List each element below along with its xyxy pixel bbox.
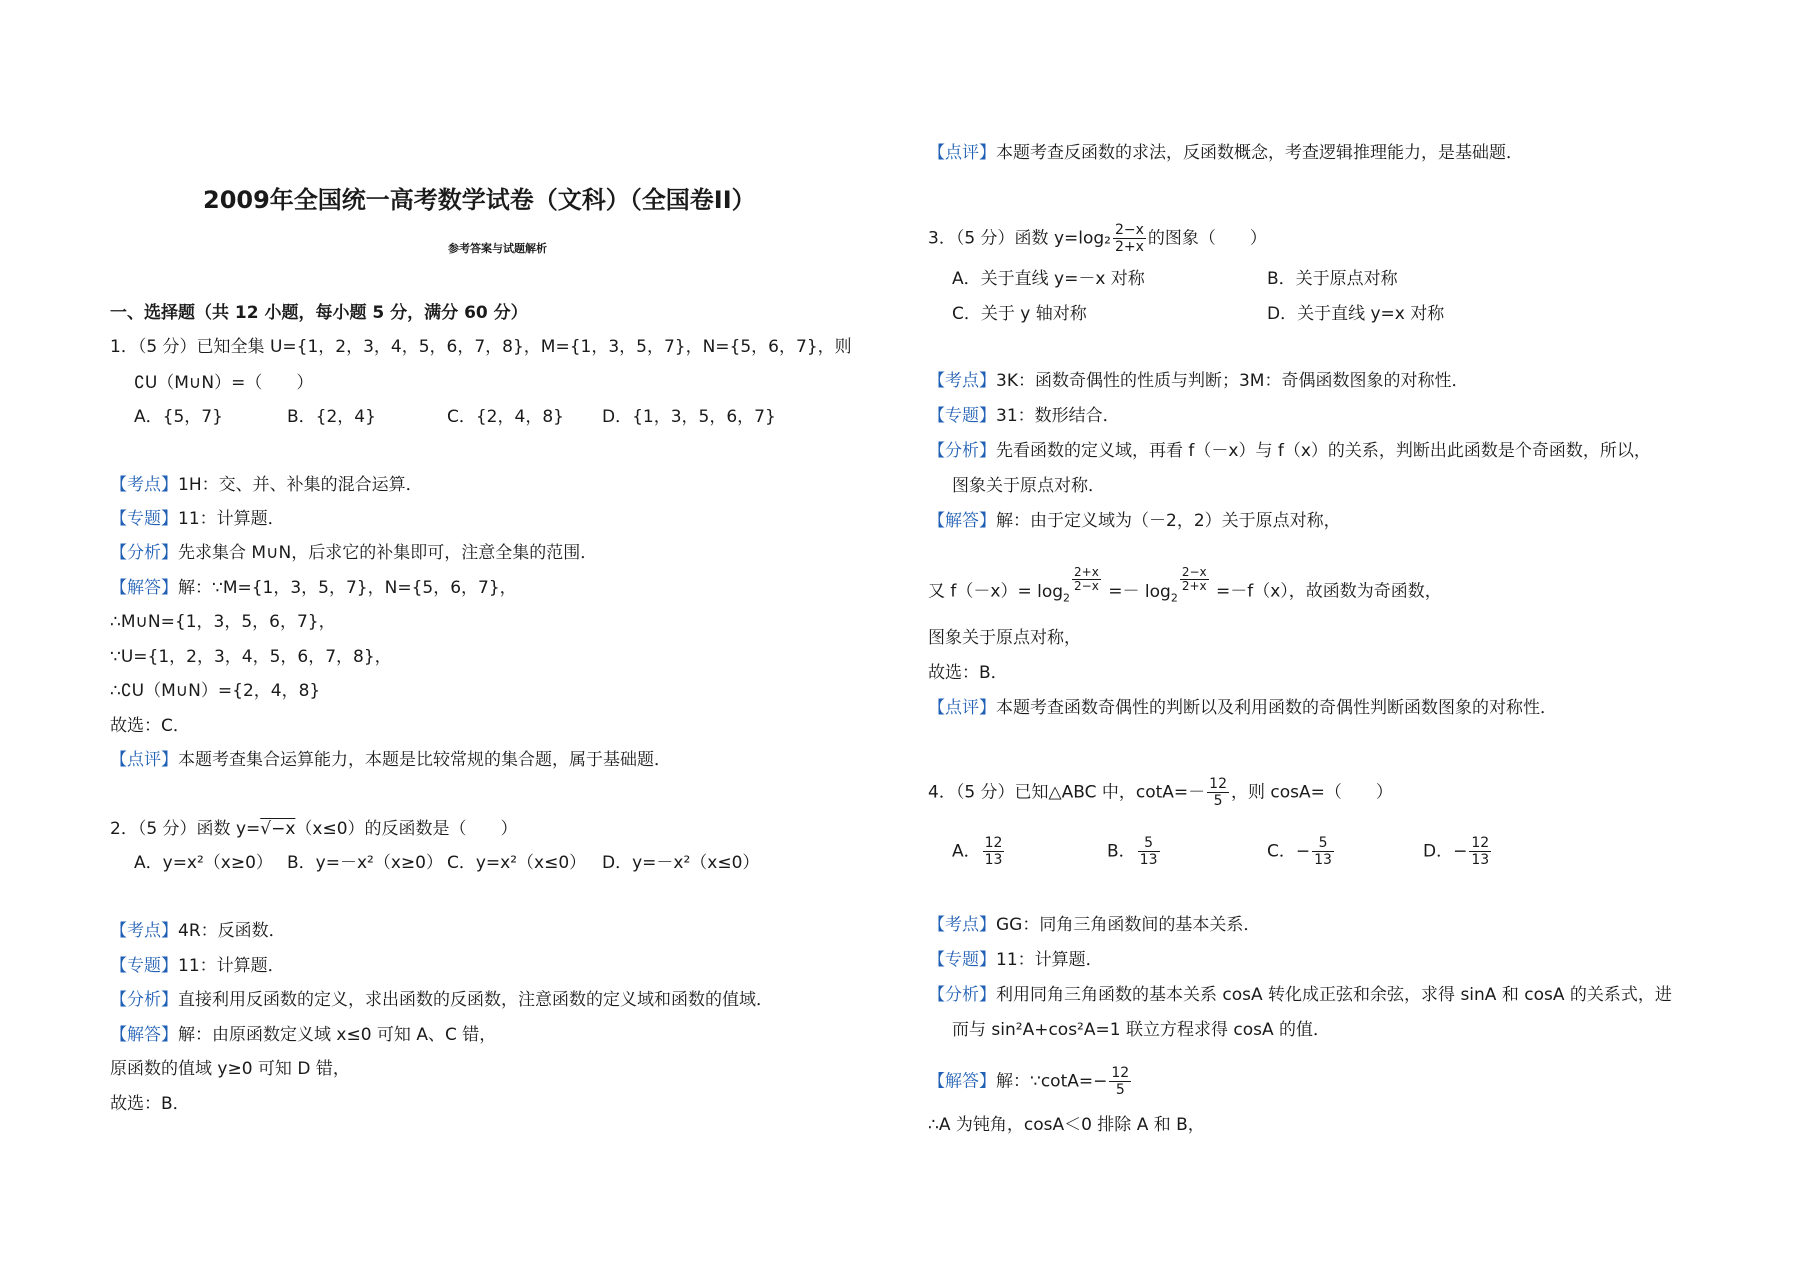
log-1 <box>1037 581 1071 605</box>
q1-option-c: C．{2，4，8} <box>447 407 564 427</box>
q1-option-b: B．{2，4} <box>287 407 376 427</box>
option-letter: A． <box>952 841 981 862</box>
q1-zhuanti <box>110 508 285 530</box>
q1-dianping <box>110 749 671 771</box>
jieda-tag: 【解答】 <box>110 578 178 598</box>
frac-numerator: 12 <box>1471 835 1490 851</box>
q2-step-1: 原函数的值域 y≥0 可知 D 错， <box>110 1059 350 1079</box>
q2-option-c: C．y=x²（x≤0） <box>447 853 587 873</box>
option-sign: − <box>1295 841 1311 862</box>
q4-option-b <box>1107 835 1162 868</box>
q3-option-c: C．关于 y 轴对称 <box>952 304 1087 324</box>
dianping-tag: 【点评】 <box>928 698 996 718</box>
q4-option-d <box>1423 835 1493 868</box>
kaodian-tag: 【考点】 <box>110 475 178 495</box>
q2-option-d: D．y=－x²（x≤0） <box>602 853 760 873</box>
frac-denominator: 13 <box>1314 852 1332 868</box>
fraction-sign: − <box>1093 1071 1108 1092</box>
q4-stem-fraction <box>1207 776 1229 809</box>
option-letter: B． <box>1107 841 1136 862</box>
option-letter: D． <box>1423 841 1454 862</box>
q1-fenxi <box>110 542 597 564</box>
log-2 <box>1144 581 1178 605</box>
q1-jieda <box>110 577 517 599</box>
q3-step-3: 故选：B． <box>928 663 1008 683</box>
q2-kaodian <box>110 920 286 942</box>
frac-denominator: 5 <box>1115 1082 1125 1098</box>
frac-denominator: 5 <box>1213 793 1223 809</box>
zhuanti-text: 11：计算题． <box>178 509 285 529</box>
q4-fenxi-cont: 而与 sin²A+cos²A=1 联立方程求得 cosA 的值． <box>952 1020 1331 1040</box>
q3-fenxi <box>928 440 1651 462</box>
log-text: log <box>1144 581 1171 602</box>
q4-fenxi <box>928 984 1672 1006</box>
kaodian-tag: 【考点】 <box>928 915 996 935</box>
frac-denominator: 13 <box>1471 852 1490 868</box>
jieda-text: 解：由原函数定义域 x≤0 可知 A、C 错， <box>178 1025 497 1045</box>
dianping-text: 本题考查反函数的求法，反函数概念，考查逻辑推理能力，是基础题． <box>996 143 1523 163</box>
q2-stem-post: （x≤0）的反函数是（ ） <box>295 819 518 839</box>
q1-option-d: D．{1，3，5，6，7} <box>602 407 776 427</box>
q3-stem <box>928 222 1267 255</box>
fenxi-tag: 【分析】 <box>110 543 178 563</box>
q1-step-3: ∴∁U（M∪N）={2，4，8} <box>110 681 321 701</box>
q3-fraction <box>1113 222 1146 255</box>
q3-step-1 <box>928 566 1442 609</box>
q3-kaodian <box>928 370 1468 392</box>
dianping-tag: 【点评】 <box>928 143 996 163</box>
option-sign: − <box>1453 841 1468 862</box>
q2-radical: √−x <box>260 819 296 839</box>
q2-stem-pre: 2．（5 分）函数 y= <box>110 819 261 839</box>
q3-step-1-post: =－f（x），故函数为奇函数， <box>1216 581 1442 602</box>
fenxi-tag: 【分析】 <box>928 985 996 1005</box>
q4-stem-pre: 4．（5 分）已知△ABC 中，cotA=－ <box>928 782 1206 803</box>
q1-option-a: A．{5，7} <box>134 407 223 427</box>
q3-dianping <box>928 697 1557 719</box>
zhuanti-tag: 【专题】 <box>110 956 178 976</box>
q3-fenxi-cont: 图象关于原点对称． <box>952 476 1105 496</box>
kaodian-tag: 【考点】 <box>110 921 178 941</box>
fenxi-text: 先求集合 M∪N，后求它的补集即可，注意全集的范围． <box>178 543 598 563</box>
option-fraction <box>1469 835 1491 868</box>
frac-denominator: 2−x <box>1074 579 1099 593</box>
zhuanti-tag: 【专题】 <box>110 509 178 529</box>
option-fraction <box>1138 835 1160 868</box>
kaodian-text: 3K：函数奇偶性的性质与判断；3M：奇偶函数图象的对称性． <box>996 371 1469 391</box>
fenxi-text: 直接利用反函数的定义，求出函数的反函数，注意函数的定义域和函数的值域． <box>178 990 773 1010</box>
kaodian-text: GG：同角三角函数间的基本关系． <box>996 915 1261 935</box>
q3-option-d: D．关于直线 y=x 对称 <box>1267 304 1445 324</box>
q4-stem <box>928 776 1393 809</box>
q3-stem-pre: 3．（5 分）函数 y=log₂ <box>928 228 1111 249</box>
q2-jieda <box>110 1024 496 1046</box>
frac-numerator: 12 <box>1209 776 1227 792</box>
q4-jieda <box>928 1065 1133 1098</box>
q2-fenxi <box>110 989 773 1011</box>
q4-option-a <box>952 835 1006 868</box>
q1-stem: 1．（5 分）已知全集 U={1，2，3，4，5，6，7，8}，M={1，3，5，7}，N={5，6，7}，则 <box>110 337 852 357</box>
fenxi-text: 先看函数的定义域，再看 f（－x）与 f（x）的关系，判断出此函数是个奇函数，所以， <box>996 441 1651 461</box>
jieda-tag: 【解答】 <box>928 1071 996 1092</box>
fenxi-tag: 【分析】 <box>110 990 178 1010</box>
zhuanti-text: 11：计算题． <box>178 956 285 976</box>
q2-step-2: 故选：B． <box>110 1094 190 1114</box>
q3-step-1-pre: 又 f（－x）= <box>928 581 1032 602</box>
q2-option-a: A．y=x²（x≥0） <box>134 853 273 873</box>
section-heading: 一、选择题（共 12 小题，每小题 5 分，满分 60 分） <box>110 303 528 323</box>
frac-denominator: 2+x <box>1114 239 1144 255</box>
frac-numerator: 2−x <box>1181 565 1207 579</box>
q2-dianping <box>928 142 1523 164</box>
jieda-tag: 【解答】 <box>110 1025 178 1045</box>
fenxi-text: 利用同角三角函数的基本关系 cosA 转化成正弦和余弦，求得 sinA 和 cosA 的关系式，进 <box>996 985 1672 1005</box>
dianping-tag: 【点评】 <box>110 750 178 770</box>
q4-option-c <box>1267 835 1336 868</box>
frac-denominator: 2+x <box>1181 579 1207 593</box>
q1-kaodian <box>110 474 423 496</box>
q2-option-b: B．y=－x²（x≥0） <box>287 853 443 873</box>
kaodian-tag: 【考点】 <box>928 371 996 391</box>
q4-step-1: ∴A 为钝角，cosA＜0 排除 A 和 B， <box>928 1115 1205 1135</box>
q1-step-2: ∵U={1，2，3，4，5，6，7，8}， <box>110 647 392 667</box>
q3-stem-post: 的图象（ ） <box>1147 228 1267 249</box>
dianping-text: 本题考查集合运算能力，本题是比较常规的集合题，属于基础题． <box>178 750 671 770</box>
frac-numerator: 12 <box>984 835 1003 851</box>
frac-numerator: 12 <box>1111 1065 1130 1081</box>
page-subtitle: 参考答案与试题解析 <box>448 242 547 255</box>
frac-numerator: 5 <box>1312 835 1334 852</box>
q4-kaodian <box>928 914 1260 936</box>
q3-step-fraction-2 <box>1180 566 1209 593</box>
kaodian-text: 1H：交、并、补集的混合运算． <box>178 475 423 495</box>
q3-zhuanti <box>928 405 1120 427</box>
frac-numerator: 2−x <box>1114 222 1144 238</box>
log-text: log <box>1037 581 1064 602</box>
kaodian-text: 4R：反函数． <box>178 921 286 941</box>
frac-numerator: 5 <box>1138 835 1160 852</box>
dianping-text: 本题考查函数奇偶性的判断以及利用函数的奇偶性判断函数图象的对称性． <box>996 698 1557 718</box>
q3-step-mid: =－ <box>1108 581 1140 602</box>
zhuanti-text: 11：计算题． <box>996 950 1103 970</box>
q4-zhuanti <box>928 949 1103 971</box>
frac-denominator: 13 <box>1139 852 1158 868</box>
q2-stem <box>110 818 518 840</box>
jieda-text: 解：由于定义域为（－2，2）关于原点对称， <box>996 511 1341 531</box>
q1-step-4: 故选：C． <box>110 716 190 736</box>
q1-step-1: ∴M∪N={1，3，5，6，7}， <box>110 612 336 632</box>
option-fraction <box>983 835 1005 868</box>
jieda-tag: 【解答】 <box>928 511 996 531</box>
q3-option-b: B．关于原点对称 <box>1267 269 1398 289</box>
q2-zhuanti <box>110 955 285 977</box>
q3-step-2: 图象关于原点对称， <box>928 628 1081 648</box>
frac-numerator: 2+x <box>1074 565 1099 579</box>
q3-jieda <box>928 510 1341 532</box>
jieda-text: 解：∵cotA= <box>996 1071 1094 1092</box>
frac-denominator: 13 <box>984 852 1003 868</box>
option-fraction <box>1312 835 1334 868</box>
zhuanti-tag: 【专题】 <box>928 950 996 970</box>
zhuanti-tag: 【专题】 <box>928 406 996 426</box>
q4-stem-post: ，则 cosA=（ ） <box>1231 782 1393 803</box>
fenxi-tag: 【分析】 <box>928 441 996 461</box>
q1-stem-cont: ∁U（M∪N）=（ ） <box>134 373 314 393</box>
option-letter: C． <box>1267 841 1296 862</box>
jieda-text: 解：∵M={1，3，5，7}，N={5，6，7}， <box>178 578 517 598</box>
q4-jieda-fraction <box>1109 1065 1131 1098</box>
page-title: 2009年全国统一高考数学试卷（文科）（全国卷II） <box>203 186 756 214</box>
zhuanti-text: 31：数形结合． <box>996 406 1120 426</box>
log-base: 2 <box>1170 591 1178 605</box>
log-base: 2 <box>1063 591 1071 605</box>
q3-option-a: A．关于直线 y=－x 对称 <box>952 269 1145 289</box>
q3-step-fraction-1 <box>1072 566 1101 593</box>
